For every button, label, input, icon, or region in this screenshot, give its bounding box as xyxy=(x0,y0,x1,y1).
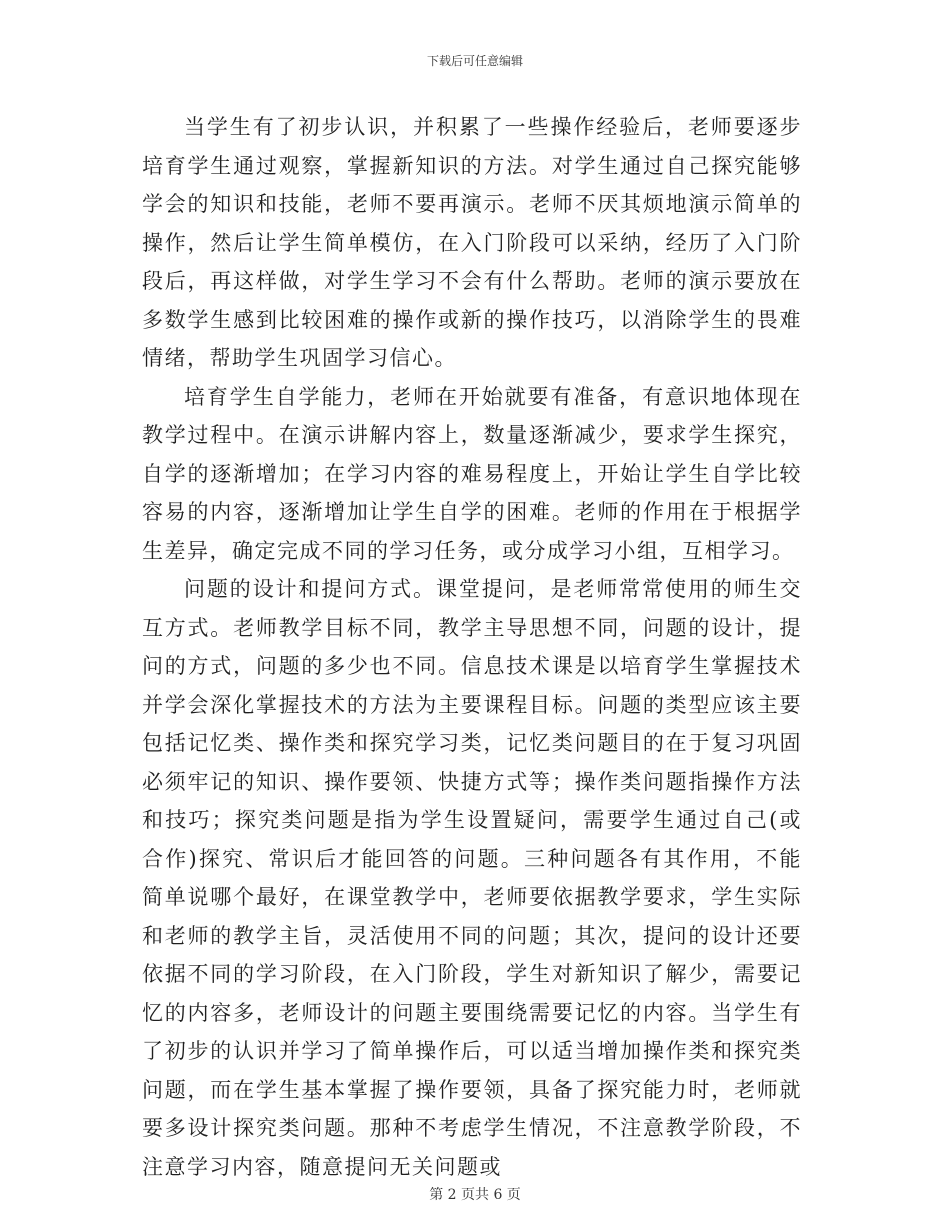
paragraph-3: 问题的设计和提问方式。课堂提问，是老师常常使用的师生交互方式。老师教学目标不同，教学主导思想不同，问题的设计，提问的方式，问题的多少也不同。信息技术课是以培育学生掌握技术并学会深化掌握技术的方法为主要课程目标。问题的类型应该主要包括记忆类、操作类和探究学习类，记忆类问题目的在于复习巩固必须牢记的知识、操作要领、快捷方式等；操作类问题指操作方法和技巧；探究类问题是指为学生设置疑问，需要学生通过自己(或合作)探究、常识后才能回答的问题。三种问题各有其作用，不能简单说哪个最好，在课堂教学中，老师要依据教学要求，学生实际和老师的教学主旨，灵活使用不同的问题；其次，提问的设计还要依据不同的学习阶段，在入门阶段，学生对新知识了解少，需要记忆的内容多，老师设计的问题主要围绕需要记忆的内容。当学生有了初步的认识并学习了简单操作后，可以适当增加操作类和探究类问题，而在学生基本掌握了操作要领，具备了探究能力时，老师就要多设计探究类问题。那种不考虑学生情况，不注意教学阶段，不注意学习内容，随意提问无关问题或 xyxy=(142,577,802,1179)
page-header: 下载后可任意编辑 xyxy=(426,54,523,68)
document-body xyxy=(142,108,802,1186)
paragraph-1: 当学生有了初步认识，并积累了一些操作经验后，老师要逐步培育学生通过观察，掌握新知识的方法。对学生通过自己探究能够学会的知识和技能，老师不要再演示。老师不厌其烦地演示简单的操作，然后让学生简单模仿，在入门阶段可以采纳，经历了入门阶段后，再这样做，对学生学习不会有什么帮助。老师的演示要放在多数学生感到比较困难的操作或新的操作技巧，以消除学生的畏难情绪，帮助学生巩固学习信心。 xyxy=(142,115,802,370)
page-number: 第 2 页共 6 页 xyxy=(429,1187,521,1203)
paragraph-2: 培育学生自学能力，老师在开始就要有准备，有意识地体现在教学过程中。在演示讲解内容上，数量逐渐减少，要求学生探究，自学的逐渐增加；在学习内容的难易程度上，开始让学生自学比较容易的内容，逐渐增加让学生自学的困难。老师的作用在于根据学生差异，确定完成不同的学习任务，或分成学习小组，互相学习。 xyxy=(142,384,802,563)
